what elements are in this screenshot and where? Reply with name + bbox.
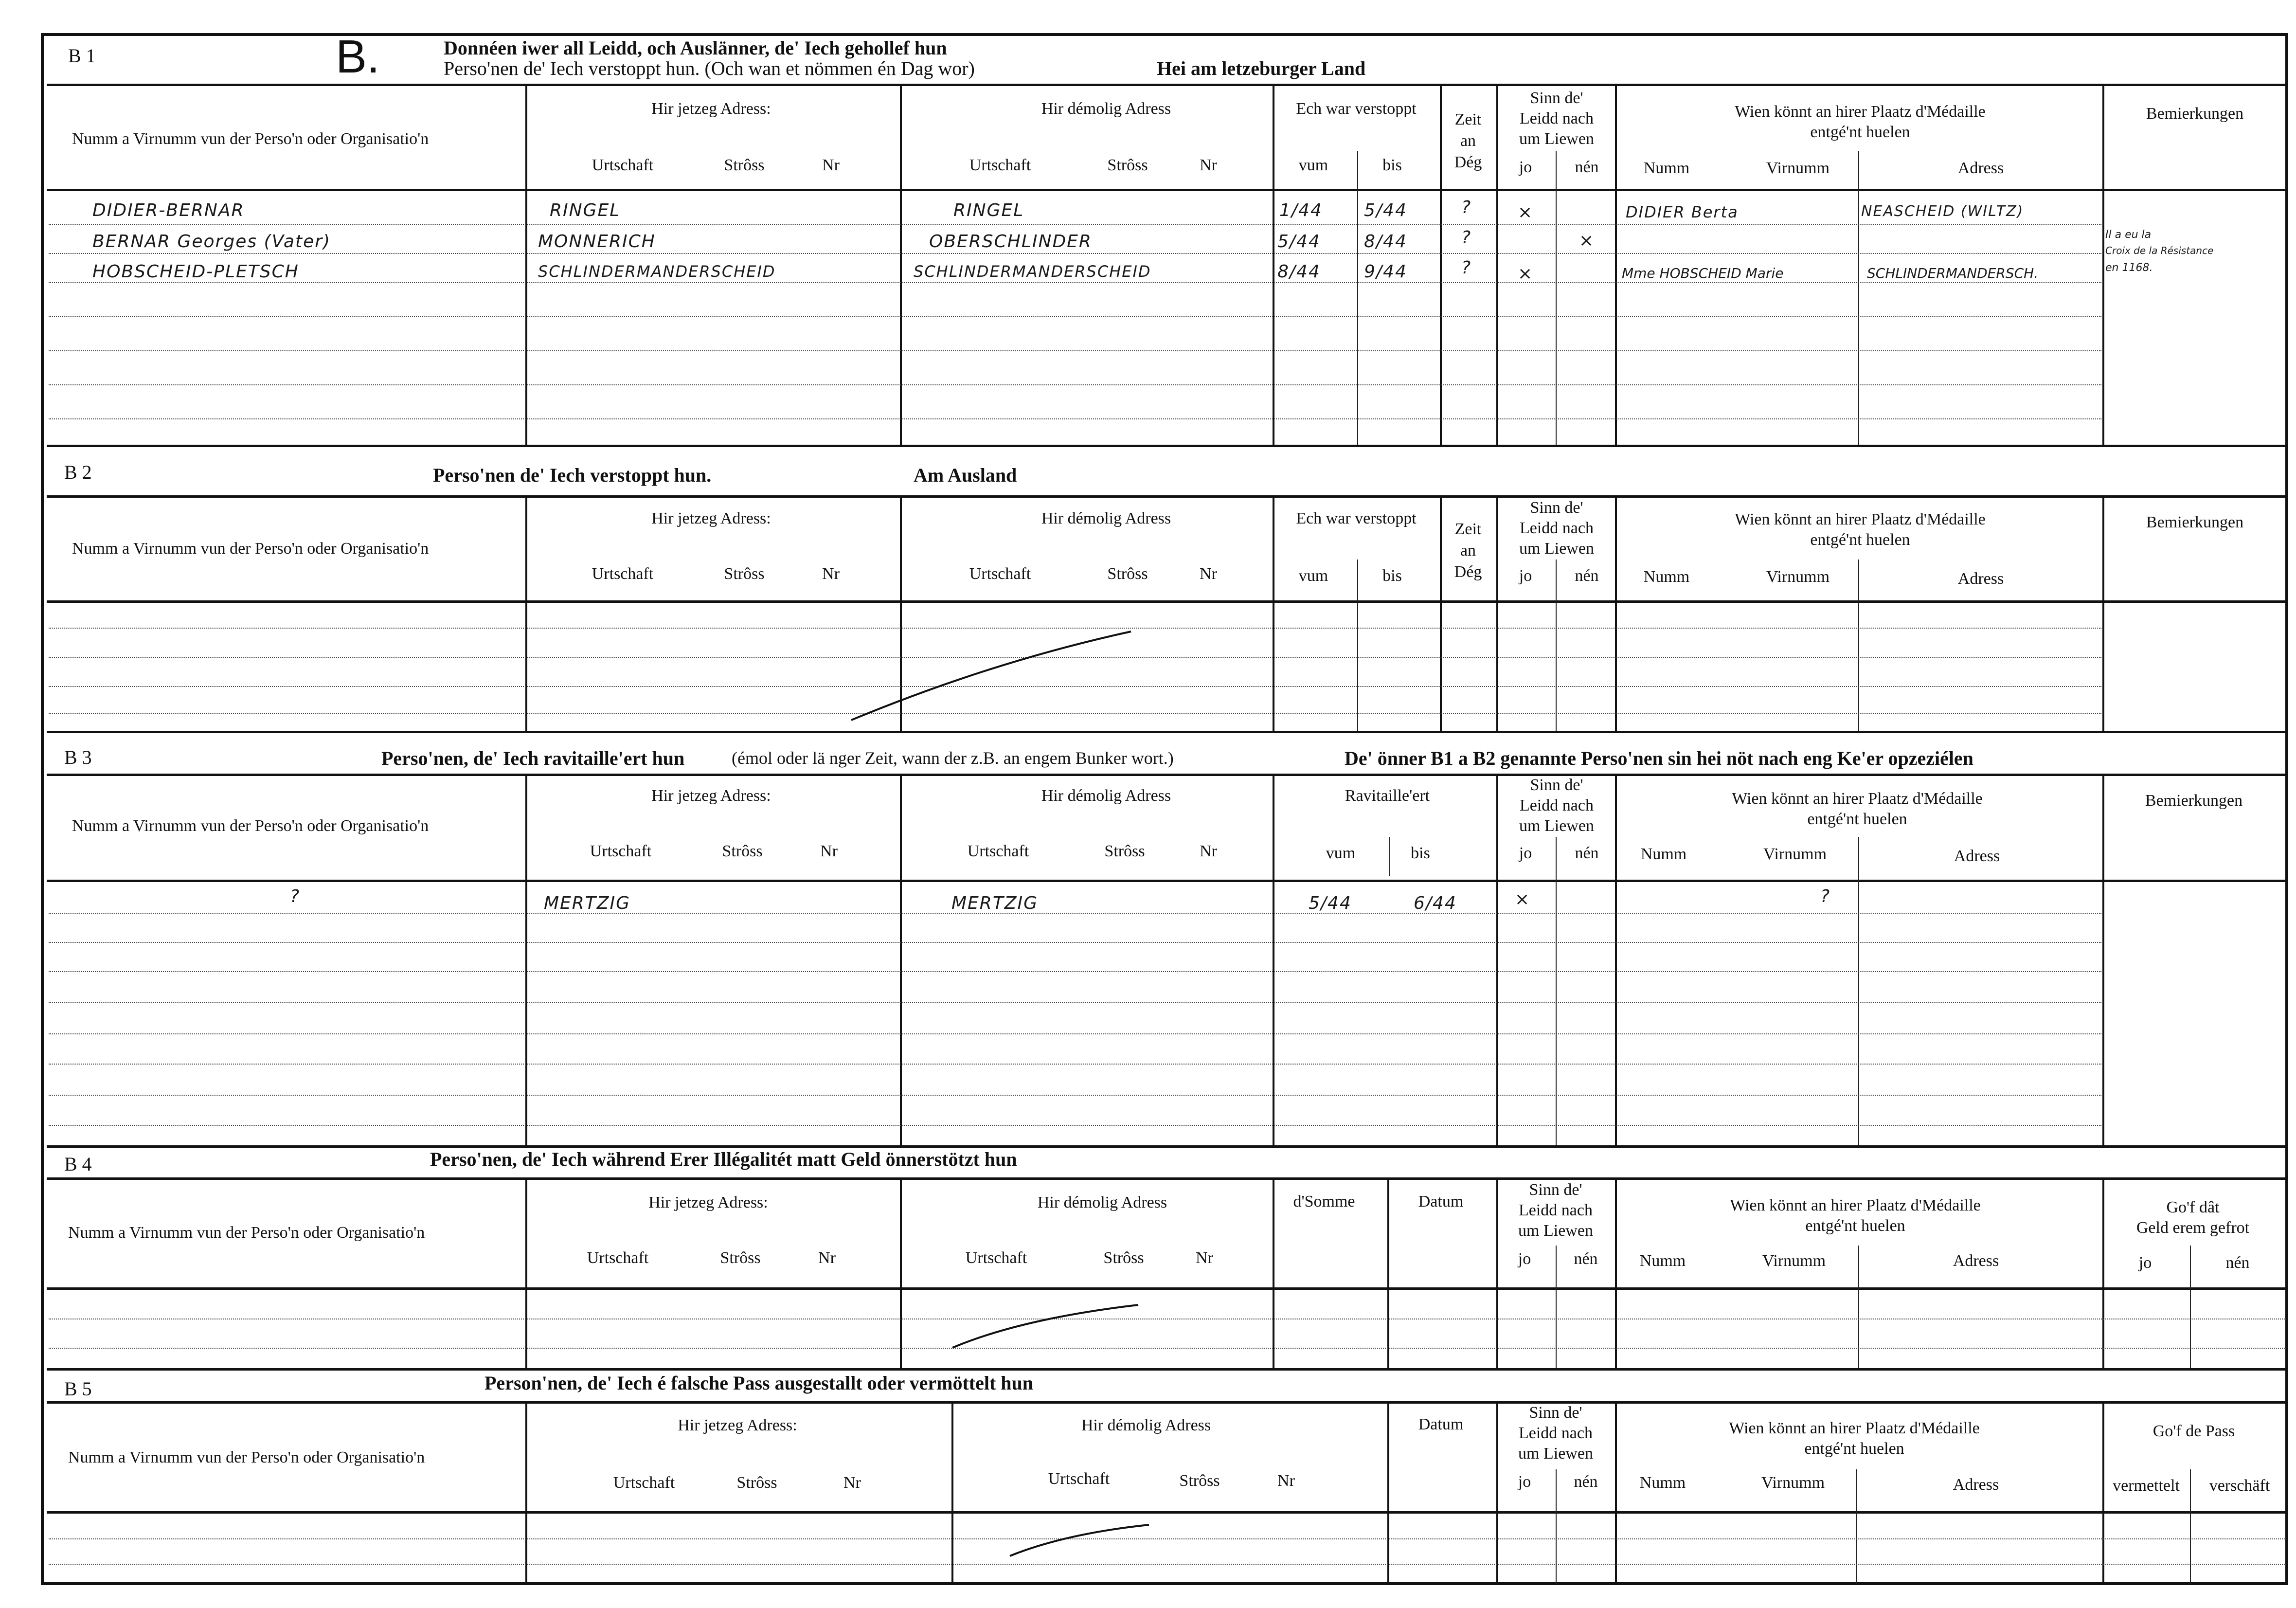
row-line bbox=[49, 942, 2101, 943]
b5-title: Person'nen, de' Iech é falsche Pass ausgestallt oder vermöttelt hun bbox=[484, 1372, 1034, 1394]
col-town-header: Urtschaft bbox=[969, 565, 1031, 583]
b4-subcol bbox=[1556, 1246, 1557, 1368]
col-nr-header: Nr bbox=[822, 565, 840, 583]
b1-row1-name: DIDIER-BERNAR bbox=[92, 200, 245, 220]
col-no-header: nén bbox=[1575, 844, 1599, 862]
col-alive-header: Sinn de' bbox=[1530, 89, 1583, 107]
b2-subcol bbox=[1357, 560, 1358, 731]
b4-col-divider bbox=[1615, 1177, 1617, 1368]
b3-col-divider bbox=[525, 774, 527, 1145]
row-line bbox=[49, 1348, 2286, 1349]
col-medal-address-header: Adress bbox=[1953, 1476, 1999, 1494]
b1-row1-cur-town: RINGEL bbox=[550, 200, 621, 220]
col-former-address-header: Hir démolig Adress bbox=[1081, 1416, 1211, 1434]
form-letter: B. bbox=[336, 31, 380, 83]
b3-subcol bbox=[1556, 837, 1557, 1145]
col-name-header: Numm a Virnumm vun der Perso'n oder Organisatio'n bbox=[68, 1224, 425, 1242]
col-money-header: Go'f dât bbox=[2166, 1198, 2220, 1216]
b2-header-top bbox=[47, 495, 2286, 498]
b1-col-divider bbox=[900, 84, 902, 445]
b5-col-divider bbox=[525, 1401, 527, 1584]
b1-row1-from: 1/44 bbox=[1279, 200, 1323, 220]
col-remarks-header: Bemierkungen bbox=[2146, 513, 2244, 531]
row-line bbox=[49, 1095, 2101, 1096]
b1-row3-medal-name: Mme HOBSCHEID Marie bbox=[1622, 265, 1784, 281]
col-yes-header: jo bbox=[1519, 158, 1532, 176]
col-supplied-header: Ravitaille'ert bbox=[1345, 787, 1430, 805]
row-line bbox=[49, 418, 2101, 419]
b5-col-divider bbox=[1615, 1401, 1617, 1584]
col-street-header: Strôss bbox=[1179, 1472, 1220, 1490]
col-alive-header: Leidd nach bbox=[1519, 1424, 1593, 1442]
col-hidden-header: Ech war verstoppt bbox=[1296, 509, 1417, 527]
b3-col-divider bbox=[1496, 774, 1498, 1145]
col-no-header: nén bbox=[2225, 1254, 2250, 1272]
b4-col-divider bbox=[1273, 1177, 1274, 1368]
row-line bbox=[49, 316, 2101, 317]
b5-subcol bbox=[1556, 1469, 1557, 1584]
col-medal-header: Wien könnt an hirer Plaatz d'Médaille bbox=[1729, 1419, 1980, 1437]
row-line bbox=[49, 1125, 2101, 1126]
row-line bbox=[49, 1564, 2286, 1565]
section-label-b4: B 4 bbox=[64, 1153, 92, 1175]
b4-top bbox=[47, 1145, 2286, 1148]
b3-col-divider bbox=[2102, 774, 2104, 1145]
col-street-header: Strôss bbox=[724, 156, 765, 174]
b2-subcol bbox=[1858, 560, 1859, 731]
col-medal-header: Wien könnt an hirer Plaatz d'Médaille bbox=[1735, 510, 1986, 528]
b1-row1-old-town: RINGEL bbox=[953, 200, 1024, 220]
b1-row1-yes: × bbox=[1518, 202, 1534, 222]
col-street-header: Strôss bbox=[1104, 842, 1145, 860]
b1-row1-medal-address: NEASCHEID (WILTZ) bbox=[1861, 203, 2024, 220]
b1-col-divider bbox=[2102, 84, 2104, 445]
col-town-header: Urtschaft bbox=[592, 565, 654, 583]
col-medal-header: Wien könnt an hirer Plaatz d'Médaille bbox=[1730, 1196, 1981, 1214]
col-former-address-header: Hir démolig Adress bbox=[1037, 1193, 1167, 1211]
b4-col-divider bbox=[1496, 1177, 1498, 1368]
row-line bbox=[49, 384, 2101, 385]
col-nr-header: Nr bbox=[820, 842, 838, 860]
b1-row2-cur-town: MONNERICH bbox=[538, 232, 656, 252]
col-alive-header: um Liewen bbox=[1519, 540, 1594, 558]
b1-row1-to: 5/44 bbox=[1364, 200, 1407, 220]
b1-subcol bbox=[1858, 151, 1859, 445]
col-issued-header: vermettelt bbox=[2113, 1477, 2180, 1495]
col-current-address-header: Hir jetzeg Adress: bbox=[678, 1416, 797, 1434]
row-line bbox=[49, 1064, 2101, 1065]
col-to-header: bis bbox=[1411, 844, 1430, 862]
b2-title: Perso'nen de' Iech verstoppt hun. bbox=[433, 464, 712, 486]
col-time-header: an bbox=[1460, 132, 1476, 150]
col-time-header: Dég bbox=[1454, 563, 1482, 581]
col-yes-header: jo bbox=[1519, 567, 1532, 585]
b1-remark-line1: Il a eu la bbox=[2105, 229, 2152, 241]
col-yes-header: jo bbox=[1518, 1250, 1531, 1268]
col-town-header: Urtschaft bbox=[965, 1249, 1027, 1267]
section-label-b1: B 1 bbox=[68, 45, 96, 67]
b2-col-divider bbox=[1440, 495, 1442, 731]
col-town-header: Urtschaft bbox=[967, 842, 1029, 860]
b4-header-top bbox=[47, 1177, 2286, 1180]
col-nr-header: Nr bbox=[1277, 1472, 1295, 1490]
col-from-header: vum bbox=[1298, 567, 1328, 585]
b5-top bbox=[47, 1368, 2286, 1371]
col-street-header: Strôss bbox=[724, 565, 765, 583]
col-no-header: nén bbox=[1575, 158, 1599, 176]
col-former-address-header: Hir démolig Adress bbox=[1041, 509, 1171, 527]
b1-row1-medal-name: DIDIER Berta bbox=[1626, 203, 1739, 221]
col-nr-header: Nr bbox=[1200, 156, 1217, 174]
b1-col-divider bbox=[525, 84, 527, 445]
col-medal-name-header: Numm bbox=[1643, 159, 1690, 177]
col-town-header: Urtschaft bbox=[1048, 1470, 1110, 1488]
b1-row2-name: BERNAR Georges (Vater) bbox=[92, 232, 331, 252]
col-nr-header: Nr bbox=[843, 1474, 861, 1492]
b2-title-place: Am Ausland bbox=[914, 464, 1017, 486]
b5-col-divider bbox=[951, 1401, 953, 1584]
b1-title-line2: Perso'nen de' Iech verstoppt hun. (Och wan et nömmen én Dag wor) bbox=[444, 57, 975, 79]
col-medal-header: entgé'nt huelen bbox=[1804, 1440, 1904, 1458]
b4-header-bottom bbox=[47, 1287, 2286, 1290]
col-town-header: Urtschaft bbox=[590, 842, 652, 860]
col-no-header: nén bbox=[1574, 1473, 1598, 1491]
b2-col-divider bbox=[1496, 495, 1498, 731]
b1-col-divider bbox=[1273, 84, 1274, 445]
b5-header-bottom bbox=[47, 1511, 2286, 1514]
col-nr-header: Nr bbox=[1200, 565, 1217, 583]
col-medal-firstname-header: Virnumm bbox=[1761, 1474, 1825, 1492]
col-current-address-header: Hir jetzeg Adress: bbox=[651, 787, 771, 805]
b1-row2-to: 8/44 bbox=[1364, 232, 1407, 252]
col-street-header: Strôss bbox=[1103, 1249, 1144, 1267]
row-line bbox=[49, 224, 2101, 225]
col-medal-address-header: Adress bbox=[1957, 159, 2004, 177]
b1-row3-name: HOBSCHEID-PLETSCH bbox=[92, 262, 299, 282]
b1-remark-line2: Croix de la Résistance bbox=[2105, 245, 2214, 256]
b4-subcol bbox=[2190, 1246, 2191, 1368]
b1-title-place: Hei am letzeburger Land bbox=[1157, 57, 1366, 79]
b4-title: Perso'nen, de' Iech während Erer Illégalitét matt Geld önnerstötzt hun bbox=[430, 1148, 1017, 1170]
b3-row1-yes: × bbox=[1515, 889, 1531, 909]
col-alive-header: um Liewen bbox=[1519, 130, 1594, 148]
b3-top bbox=[47, 731, 2286, 733]
strike-through-mark bbox=[949, 1299, 1143, 1353]
col-alive-header: um Liewen bbox=[1518, 1222, 1593, 1240]
col-sum-header: d'Somme bbox=[1293, 1192, 1355, 1211]
b1-row3-old-town: SCHLINDERMANDERSCHEID bbox=[914, 262, 1151, 281]
col-current-address-header: Hir jetzeg Adress: bbox=[651, 100, 771, 118]
col-yes-header: jo bbox=[2138, 1254, 2152, 1272]
col-remarks-header: Bemierkungen bbox=[2146, 105, 2244, 123]
col-hidden-header: Ech war verstoppt bbox=[1296, 100, 1417, 118]
b1-row2-days: ? bbox=[1461, 228, 1472, 248]
col-no-header: nén bbox=[1575, 567, 1599, 585]
col-alive-header: Leidd nach bbox=[1519, 1201, 1593, 1219]
section-label-b3: B 3 bbox=[64, 746, 92, 768]
col-town-header: Urtschaft bbox=[613, 1474, 675, 1492]
col-nr-header: Nr bbox=[1196, 1249, 1213, 1267]
b1-subcol bbox=[1357, 151, 1358, 445]
b4-col-divider bbox=[900, 1177, 902, 1368]
b4-col-divider bbox=[1387, 1177, 1389, 1368]
col-nr-header: Nr bbox=[818, 1249, 836, 1267]
col-current-address-header: Hir jetzeg Adress: bbox=[651, 509, 771, 527]
section-label-b5: B 5 bbox=[64, 1378, 92, 1400]
b1-col-divider bbox=[1615, 84, 1617, 445]
col-street-header: Strôss bbox=[736, 1474, 777, 1492]
b5-subcol bbox=[2190, 1469, 2191, 1584]
col-alive-header: um Liewen bbox=[1519, 817, 1594, 835]
b3-title-note: (émol oder lä nger Zeit, wann der z.B. an engem Bunker wort.) bbox=[732, 748, 1174, 768]
col-yes-header: jo bbox=[1519, 844, 1532, 862]
b4-col-divider bbox=[525, 1177, 527, 1368]
col-current-address-header: Hir jetzeg Adress: bbox=[648, 1193, 768, 1211]
col-alive-header: Leidd nach bbox=[1520, 796, 1594, 814]
b3-subcol bbox=[1389, 837, 1390, 876]
row-line bbox=[49, 1002, 2101, 1003]
b3-col-divider bbox=[1273, 774, 1274, 1145]
col-name-header: Numm a Virnumm vun der Perso'n oder Organisatio'n bbox=[72, 130, 429, 148]
strike-through-mark bbox=[846, 628, 1138, 725]
b3-row1-medal: ? bbox=[1820, 886, 1831, 906]
col-remarks-header: Bemierkungen bbox=[2145, 792, 2243, 810]
col-to-header: bis bbox=[1382, 567, 1402, 585]
b2-subcol bbox=[1556, 560, 1557, 731]
b3-title: Perso'nen, de' Iech ravitaille'ert hun bbox=[381, 747, 685, 769]
section-label-b2: B 2 bbox=[64, 461, 92, 483]
b2-top bbox=[47, 445, 2286, 447]
b1-title-line1: Donnéen iwer all Leidd, och Auslänner, de' Iech gehollef hun bbox=[444, 37, 947, 59]
b3-row1-old-town: MERTZIG bbox=[951, 893, 1038, 913]
col-alive-header: um Liewen bbox=[1518, 1445, 1593, 1463]
b1-row1-days: ? bbox=[1461, 198, 1472, 217]
col-former-address-header: Hir démolig Adress bbox=[1041, 100, 1171, 118]
col-name-header: Numm a Virnumm vun der Perso'n oder Organisatio'n bbox=[68, 1448, 425, 1466]
col-medal-header: entgé'nt huelen bbox=[1805, 1217, 1905, 1235]
col-town-header: Urtschaft bbox=[592, 156, 654, 174]
col-town-header: Urtschaft bbox=[587, 1249, 649, 1267]
col-alive-header: Sinn de' bbox=[1530, 776, 1583, 794]
col-time-header: an bbox=[1460, 542, 1476, 560]
col-time-header: Dég bbox=[1454, 153, 1482, 171]
col-name-header: Numm a Virnumm vun der Perso'n oder Organisatio'n bbox=[72, 540, 429, 558]
col-town-header: Urtschaft bbox=[969, 156, 1031, 174]
col-date-header: Datum bbox=[1418, 1415, 1464, 1433]
row-line bbox=[49, 971, 2101, 972]
b3-subcol bbox=[1858, 837, 1859, 1145]
b5-col-divider bbox=[1496, 1401, 1498, 1584]
b1-row2-no: × bbox=[1579, 231, 1595, 251]
col-money-header: Geld erem gefrot bbox=[2136, 1219, 2250, 1237]
col-obtained-header: verschäft bbox=[2209, 1477, 2270, 1495]
b1-row3-yes: × bbox=[1518, 264, 1534, 284]
b4-subcol bbox=[1858, 1246, 1859, 1368]
col-nr-header: Nr bbox=[822, 156, 840, 174]
b4-col-divider bbox=[2102, 1177, 2104, 1368]
col-date-header: Datum bbox=[1418, 1192, 1464, 1211]
col-name-header: Numm a Virnumm vun der Perso'n oder Organisatio'n bbox=[72, 817, 429, 835]
col-street-header: Strôss bbox=[1107, 565, 1148, 583]
col-yes-header: jo bbox=[1518, 1473, 1531, 1491]
col-medal-name-header: Numm bbox=[1640, 845, 1687, 863]
col-street-header: Strôss bbox=[1107, 156, 1148, 174]
col-medal-header: entgé'nt huelen bbox=[1810, 531, 1910, 549]
b2-col-divider bbox=[2102, 495, 2104, 731]
col-alive-header: Sinn de' bbox=[1529, 1181, 1582, 1199]
col-medal-firstname-header: Virnumm bbox=[1762, 1252, 1826, 1270]
col-alive-header: Sinn de' bbox=[1530, 499, 1583, 517]
col-time-header: Zeit bbox=[1454, 520, 1482, 538]
b1-remark-line3: en 1168. bbox=[2105, 262, 2153, 274]
strike-through-mark bbox=[1007, 1521, 1153, 1560]
b1-header-bottom bbox=[47, 189, 2286, 191]
row-line bbox=[49, 253, 2101, 254]
b1-row3-medal-address: SCHLINDERMANDERSCH. bbox=[1867, 265, 2039, 281]
b2-header-bottom bbox=[47, 600, 2286, 603]
row-line bbox=[49, 350, 2101, 351]
col-no-header: nén bbox=[1574, 1250, 1598, 1268]
b3-row1-to: 6/44 bbox=[1414, 893, 1457, 913]
col-nr-header: Nr bbox=[1200, 842, 1217, 860]
col-from-header: vum bbox=[1298, 156, 1328, 174]
col-medal-firstname-header: Virnumm bbox=[1766, 159, 1830, 177]
b1-row2-from: 5/44 bbox=[1277, 232, 1321, 252]
b3-row1-from: 5/44 bbox=[1309, 893, 1352, 913]
col-medal-name-header: Numm bbox=[1643, 568, 1690, 586]
b1-row2-old-town: OBERSCHLINDER bbox=[929, 232, 1092, 252]
row-line bbox=[49, 1033, 2101, 1034]
b3-row1-cur-town: MERTZIG bbox=[544, 893, 630, 913]
col-alive-header: Sinn de' bbox=[1529, 1404, 1582, 1422]
col-medal-header: Wien könnt an hirer Plaatz d'Médaille bbox=[1735, 103, 1986, 121]
b1-subcol bbox=[1556, 151, 1557, 445]
b3-row1-name: ? bbox=[290, 886, 301, 906]
col-street-header: Strôss bbox=[720, 1249, 761, 1267]
col-medal-firstname-header: Virnumm bbox=[1763, 845, 1827, 863]
col-to-header: bis bbox=[1382, 156, 1402, 174]
b5-header-top bbox=[47, 1401, 2286, 1404]
row-line bbox=[49, 913, 2101, 914]
b5-col-divider bbox=[2102, 1401, 2104, 1584]
b1-header-top bbox=[47, 84, 2286, 86]
b2-col-divider bbox=[1273, 495, 1274, 731]
col-alive-header: Leidd nach bbox=[1520, 519, 1594, 537]
col-medal-header: Wien könnt an hirer Plaatz d'Médaille bbox=[1732, 790, 1983, 808]
b3-header-top bbox=[47, 774, 2286, 776]
col-street-header: Strôss bbox=[722, 842, 763, 860]
col-alive-header: Leidd nach bbox=[1520, 109, 1594, 127]
col-medal-header: entgé'nt huelen bbox=[1807, 810, 1907, 828]
col-medal-address-header: Adress bbox=[1957, 570, 2004, 588]
b2-col-divider bbox=[525, 495, 527, 731]
col-medal-firstname-header: Virnumm bbox=[1766, 568, 1830, 586]
b5-subcol bbox=[1856, 1469, 1857, 1584]
b5-col-divider bbox=[1387, 1401, 1389, 1584]
b1-col-divider bbox=[1496, 84, 1498, 445]
row-line bbox=[49, 282, 2101, 283]
b1-row3-from: 8/44 bbox=[1277, 262, 1321, 282]
col-medal-name-header: Numm bbox=[1639, 1474, 1686, 1492]
b1-col-divider bbox=[1440, 84, 1442, 445]
b2-col-divider bbox=[1615, 495, 1617, 731]
b1-row3-to: 9/44 bbox=[1364, 262, 1407, 282]
col-medal-address-header: Adress bbox=[1954, 847, 2000, 865]
col-former-address-header: Hir démolig Adress bbox=[1041, 787, 1171, 805]
col-medal-address-header: Adress bbox=[1953, 1252, 1999, 1270]
b3-title-note2: De' önner B1 a B2 genannte Perso'nen sin hei nöt nach eng Ke'er opzeziélen bbox=[1345, 747, 1973, 769]
col-time-header: Zeit bbox=[1454, 110, 1482, 128]
col-pass-header: Go'f de Pass bbox=[2152, 1422, 2235, 1440]
b1-row3-days: ? bbox=[1461, 258, 1472, 278]
col-medal-header: entgé'nt huelen bbox=[1810, 123, 1910, 141]
b3-col-divider bbox=[900, 774, 902, 1145]
b3-header-bottom bbox=[47, 880, 2286, 882]
col-medal-name-header: Numm bbox=[1639, 1252, 1686, 1270]
row-line bbox=[49, 1538, 2286, 1539]
b1-row3-cur-town: SCHLINDERMANDERSCHEID bbox=[538, 262, 776, 281]
col-from-header: vum bbox=[1326, 844, 1356, 862]
b3-col-divider bbox=[1615, 774, 1617, 1145]
